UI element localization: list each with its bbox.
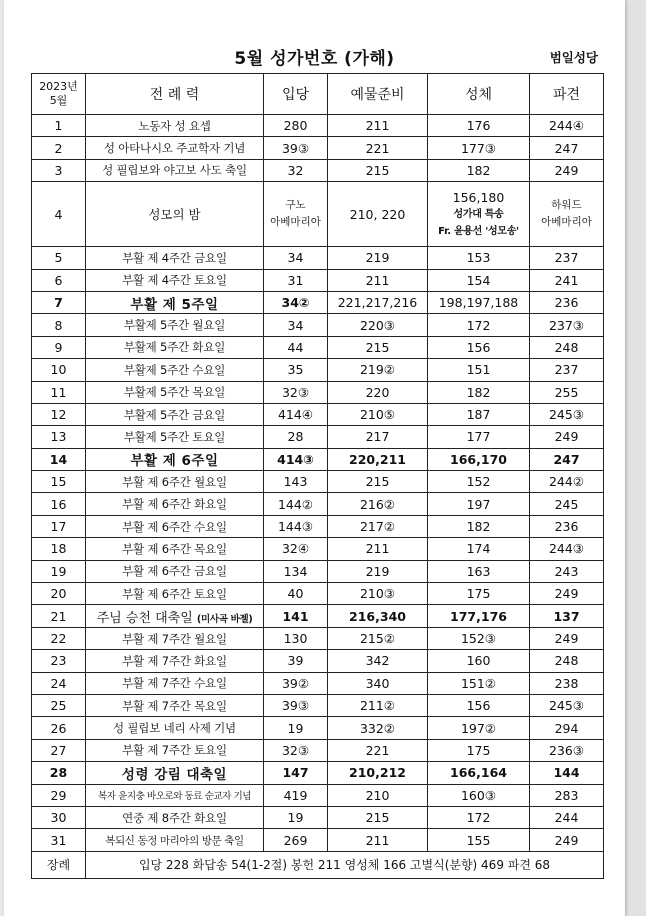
table-row: [32, 471, 604, 493]
table-row: [32, 115, 604, 137]
day-cell: 5: [32, 247, 86, 269]
entrance-cell: 19: [264, 806, 328, 828]
table-row: [32, 182, 604, 247]
day-cell: 31: [32, 829, 86, 851]
communion-cell: 160③: [428, 784, 530, 806]
header-date: [32, 74, 86, 115]
day-cell: 24: [32, 672, 86, 694]
day-cell: 25: [32, 694, 86, 716]
day-cell: 28: [32, 762, 86, 784]
communion-cell: [428, 182, 530, 247]
day-cell: 13: [32, 426, 86, 448]
table-row: [32, 448, 604, 470]
liturgy-cell: 부활 제 4주간 금요일: [86, 247, 264, 269]
dismissal-cell: 236③: [530, 739, 604, 761]
liturgy-cell: 성령 강림 대축일: [86, 762, 264, 784]
communion-cell: 166,164: [428, 762, 530, 784]
entrance-cell: 34②: [264, 291, 328, 313]
communion-cell: 154: [428, 269, 530, 291]
offertory-cell: 217②: [328, 515, 428, 537]
communion-cell: 175: [428, 739, 530, 761]
table-row: [32, 426, 604, 448]
dismissal-cell: 249: [530, 159, 604, 181]
table-row: [32, 806, 604, 828]
header-dismissal: 파견: [530, 74, 604, 115]
entrance-line: 아베마리아: [270, 216, 321, 229]
dismissal-cell: 245③: [530, 403, 604, 425]
day-cell: 19: [32, 560, 86, 582]
header-year: 2023년: [39, 80, 78, 93]
table-row: [32, 403, 604, 425]
table-row: [32, 560, 604, 582]
dismissal-line: 아베마리아: [541, 216, 592, 229]
dismissal-cell: 245③: [530, 694, 604, 716]
day-cell: 4: [32, 182, 86, 247]
dismissal-cell: 238: [530, 672, 604, 694]
liturgy-cell: 부활제 5주간 목요일: [86, 381, 264, 403]
communion-cell: 197: [428, 493, 530, 515]
entrance-cell: 419: [264, 784, 328, 806]
page-title: 5월 성가번호 (가해): [234, 49, 395, 69]
offertory-cell: 216②: [328, 493, 428, 515]
day-cell: 26: [32, 717, 86, 739]
offertory-cell: 210⑤: [328, 403, 428, 425]
table-row: [32, 314, 604, 336]
entrance-cell: [264, 182, 328, 247]
communion-cell: 155: [428, 829, 530, 851]
day-cell: 1: [32, 115, 86, 137]
offertory-cell: 210,212: [328, 762, 428, 784]
dismissal-cell: 236: [530, 515, 604, 537]
dismissal-cell: 255: [530, 381, 604, 403]
liturgy-cell: 부활 제 7주간 토요일: [86, 739, 264, 761]
day-cell: 18: [32, 538, 86, 560]
dismissal-cell: 283: [530, 784, 604, 806]
communion-cell: 172: [428, 806, 530, 828]
liturgy-cell: 부활 제 6주간 화요일: [86, 493, 264, 515]
offertory-cell: 340: [328, 672, 428, 694]
communion-cell: 152③: [428, 627, 530, 649]
header-communion: 성체: [428, 74, 530, 115]
liturgy-cell: 부활 제 7주간 수요일: [86, 672, 264, 694]
liturgy-cell: 복되신 동정 마리아의 방문 축일: [86, 829, 264, 851]
liturgy-cell: 부활 제 6주일: [86, 448, 264, 470]
table-row: [32, 493, 604, 515]
liturgy-cell: 성 필립보 네리 사제 기념: [86, 717, 264, 739]
communion-line: 성가대 특송: [453, 208, 504, 220]
table-row: [32, 650, 604, 672]
offertory-cell: 215②: [328, 627, 428, 649]
offertory-cell: 211②: [328, 694, 428, 716]
liturgy-cell: 복자 윤지충 바오로와 동료 순교자 기념: [86, 784, 264, 806]
communion-cell: 151: [428, 359, 530, 381]
entrance-cell: 130: [264, 627, 328, 649]
offertory-cell: 332②: [328, 717, 428, 739]
communion-cell: 198,197,188: [428, 291, 530, 313]
offertory-cell: 211: [328, 269, 428, 291]
dismissal-cell: 243: [530, 560, 604, 582]
table-row: [32, 583, 604, 605]
table-row: [32, 269, 604, 291]
table-row: [32, 538, 604, 560]
communion-line: 156,180: [452, 189, 505, 205]
communion-cell: 152: [428, 471, 530, 493]
day-cell: 8: [32, 314, 86, 336]
day-cell: 22: [32, 627, 86, 649]
liturgy-cell: 연중 제 8주간 화요일: [86, 806, 264, 828]
dismissal-cell: 237③: [530, 314, 604, 336]
offertory-cell: 211: [328, 538, 428, 560]
offertory-cell: 210: [328, 784, 428, 806]
table-row: [32, 137, 604, 159]
entrance-cell: 35: [264, 359, 328, 381]
dismissal-cell: 249: [530, 829, 604, 851]
page-edge: [625, 0, 646, 916]
table-row: [32, 762, 604, 784]
day-cell: 10: [32, 359, 86, 381]
offertory-cell: 210, 220: [328, 182, 428, 247]
entrance-cell: 32④: [264, 538, 328, 560]
table-row: [32, 627, 604, 649]
table-row: [32, 515, 604, 537]
dismissal-cell: 236: [530, 291, 604, 313]
offertory-cell: 221: [328, 137, 428, 159]
day-cell: 2: [32, 137, 86, 159]
communion-cell: 182: [428, 381, 530, 403]
liturgy-cell: 부활 제 7주간 월요일: [86, 627, 264, 649]
table-row: [32, 247, 604, 269]
dismissal-cell: 244③: [530, 538, 604, 560]
funeral-label: 장례: [32, 851, 86, 878]
day-cell: 11: [32, 381, 86, 403]
entrance-cell: 269: [264, 829, 328, 851]
communion-cell: 182: [428, 515, 530, 537]
entrance-cell: 39: [264, 650, 328, 672]
dismissal-cell: 294: [530, 717, 604, 739]
day-cell: 9: [32, 336, 86, 358]
liturgy-cell: [86, 605, 264, 627]
entrance-cell: 19: [264, 717, 328, 739]
day-cell: 16: [32, 493, 86, 515]
communion-cell: 177③: [428, 137, 530, 159]
day-cell: 7: [32, 291, 86, 313]
day-cell: 20: [32, 583, 86, 605]
offertory-cell: 220③: [328, 314, 428, 336]
document-page: [4, 0, 625, 916]
day-cell: 23: [32, 650, 86, 672]
offertory-cell: 210③: [328, 583, 428, 605]
funeral-row: [32, 851, 604, 878]
entrance-cell: 144③: [264, 515, 328, 537]
liturgy-cell: 부활제 5주간 금요일: [86, 403, 264, 425]
communion-cell: 177: [428, 426, 530, 448]
communion-cell: 156: [428, 694, 530, 716]
communion-cell: 176: [428, 115, 530, 137]
liturgy-cell: 부활 제 6주간 목요일: [86, 538, 264, 560]
table-row: [32, 336, 604, 358]
table-row: [32, 694, 604, 716]
offertory-cell: 221,217,216: [328, 291, 428, 313]
entrance-cell: 32: [264, 159, 328, 181]
communion-cell: 177,176: [428, 605, 530, 627]
offertory-cell: 215: [328, 336, 428, 358]
liturgy-name: 주님 승천 대축일: [96, 610, 193, 626]
dismissal-cell: 245: [530, 493, 604, 515]
parish-name: 범일성당: [549, 50, 598, 65]
dismissal-cell: 244: [530, 806, 604, 828]
dismissal-cell: 237: [530, 359, 604, 381]
header-row: [32, 74, 604, 115]
funeral-hymns: 입당 228 화답송 54(1-2절) 봉헌 211 영성체 166 고별식(분향) 469 파견 68: [86, 851, 604, 878]
dismissal-cell: 137: [530, 605, 604, 627]
liturgy-cell: 부활 제 6주간 월요일: [86, 471, 264, 493]
table-row: [32, 672, 604, 694]
dismissal-cell: 248: [530, 650, 604, 672]
header-offertory: 예물준비: [328, 74, 428, 115]
communion-cell: 182: [428, 159, 530, 181]
liturgy-cell: 부활 제 7주간 화요일: [86, 650, 264, 672]
table-row: [32, 605, 604, 627]
entrance-cell: 39③: [264, 137, 328, 159]
dismissal-cell: 244②: [530, 471, 604, 493]
liturgy-cell: 부활제 5주간 토요일: [86, 426, 264, 448]
offertory-cell: 211: [328, 115, 428, 137]
dismissal-cell: [530, 182, 604, 247]
communion-cell: 174: [428, 538, 530, 560]
day-cell: 6: [32, 269, 86, 291]
liturgy-cell: 부활 제 7주간 목요일: [86, 694, 264, 716]
liturgy-cell: 부활 제 4주간 토요일: [86, 269, 264, 291]
entrance-cell: 280: [264, 115, 328, 137]
table-row: [32, 784, 604, 806]
entrance-cell: 34: [264, 247, 328, 269]
communion-line: Fr. 윤용선 '성모송': [438, 225, 519, 237]
table-row: [32, 717, 604, 739]
entrance-cell: 31: [264, 269, 328, 291]
dismissal-cell: 249: [530, 627, 604, 649]
offertory-cell: 219: [328, 247, 428, 269]
day-cell: 12: [32, 403, 86, 425]
dismissal-cell: 248: [530, 336, 604, 358]
liturgy-cell: 부활 제 6주간 토요일: [86, 583, 264, 605]
dismissal-cell: 144: [530, 762, 604, 784]
offertory-cell: 215: [328, 806, 428, 828]
hymn-table: [31, 73, 604, 879]
communion-cell: 172: [428, 314, 530, 336]
table-row: [32, 381, 604, 403]
offertory-cell: 219②: [328, 359, 428, 381]
entrance-cell: 39②: [264, 672, 328, 694]
entrance-cell: 28: [264, 426, 328, 448]
liturgy-cell: 노동자 성 요셉: [86, 115, 264, 137]
offertory-cell: 221: [328, 739, 428, 761]
liturgy-cell: 부활 제 6주간 금요일: [86, 560, 264, 582]
dismissal-cell: 249: [530, 583, 604, 605]
table-row: [32, 359, 604, 381]
day-cell: 3: [32, 159, 86, 181]
communion-cell: 160: [428, 650, 530, 672]
table-row: [32, 291, 604, 313]
entrance-cell: 34: [264, 314, 328, 336]
dismissal-cell: 244④: [530, 115, 604, 137]
liturgy-cell: 부활 제 5주일: [86, 291, 264, 313]
entrance-cell: 144②: [264, 493, 328, 515]
communion-cell: 166,170: [428, 448, 530, 470]
header-month: 5월: [49, 94, 68, 107]
liturgy-note: (미사곡 바젤): [196, 613, 253, 625]
entrance-line: 구노: [285, 199, 306, 212]
entrance-cell: 32③: [264, 381, 328, 403]
day-cell: 27: [32, 739, 86, 761]
offertory-cell: 215: [328, 159, 428, 181]
day-cell: 17: [32, 515, 86, 537]
liturgy-cell: 부활제 5주간 월요일: [86, 314, 264, 336]
day-cell: 30: [32, 806, 86, 828]
day-cell: 14: [32, 448, 86, 470]
liturgy-cell: 성모의 밤: [86, 182, 264, 247]
table-row: [32, 159, 604, 181]
communion-cell: 175: [428, 583, 530, 605]
liturgy-cell: 부활제 5주간 수요일: [86, 359, 264, 381]
communion-cell: 151②: [428, 672, 530, 694]
day-cell: 29: [32, 784, 86, 806]
entrance-cell: 414④: [264, 403, 328, 425]
dismissal-cell: 247: [530, 137, 604, 159]
entrance-cell: 44: [264, 336, 328, 358]
offertory-cell: 211: [328, 829, 428, 851]
header-entrance: 입당: [264, 74, 328, 115]
header-calendar: 전 례 력: [86, 74, 264, 115]
dismissal-cell: 249: [530, 426, 604, 448]
table-row: [32, 739, 604, 761]
dismissal-cell: 237: [530, 247, 604, 269]
offertory-cell: 342: [328, 650, 428, 672]
communion-cell: 163: [428, 560, 530, 582]
communion-cell: 197②: [428, 717, 530, 739]
dismissal-line: 하워드: [551, 199, 582, 212]
offertory-cell: 216,340: [328, 605, 428, 627]
liturgy-cell: 부활 제 6주간 수요일: [86, 515, 264, 537]
communion-cell: 153: [428, 247, 530, 269]
liturgy-cell: 성 필립보와 야고보 사도 축일: [86, 159, 264, 181]
entrance-cell: 134: [264, 560, 328, 582]
communion-cell: 156: [428, 336, 530, 358]
liturgy-cell: 성 아타나시오 주교학자 기념: [86, 137, 264, 159]
offertory-cell: 220,211: [328, 448, 428, 470]
entrance-cell: 141: [264, 605, 328, 627]
entrance-cell: 32③: [264, 739, 328, 761]
day-cell: 15: [32, 471, 86, 493]
entrance-cell: 40: [264, 583, 328, 605]
dismissal-cell: 247: [530, 448, 604, 470]
offertory-cell: 220: [328, 381, 428, 403]
offertory-cell: 219: [328, 560, 428, 582]
entrance-cell: 147: [264, 762, 328, 784]
dismissal-cell: 241: [530, 269, 604, 291]
offertory-cell: 217: [328, 426, 428, 448]
entrance-cell: 143: [264, 471, 328, 493]
day-cell: 21: [32, 605, 86, 627]
offertory-cell: 215: [328, 471, 428, 493]
liturgy-cell: 부활제 5주간 화요일: [86, 336, 264, 358]
table-row: [32, 829, 604, 851]
communion-cell: 187: [428, 403, 530, 425]
entrance-cell: 39③: [264, 694, 328, 716]
entrance-cell: 414③: [264, 448, 328, 470]
